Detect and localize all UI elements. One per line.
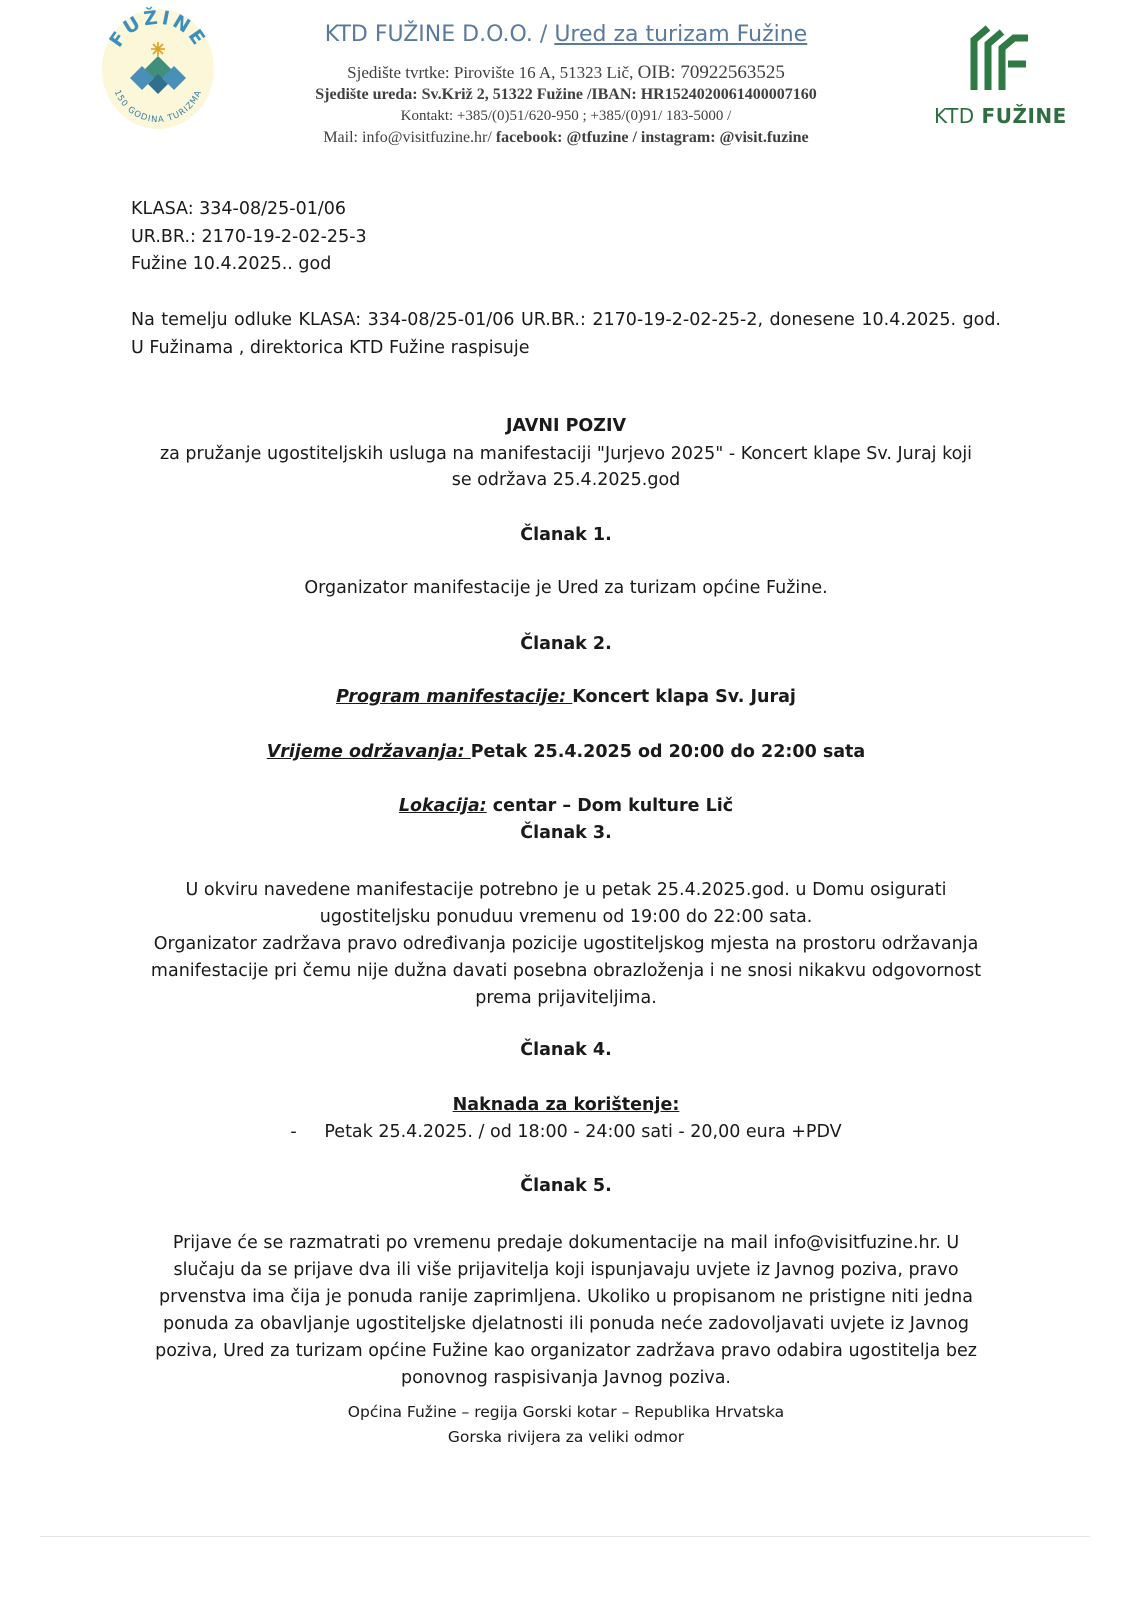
office-name: Ured za turizam Fužine: [554, 22, 808, 47]
article-4-heading: Članak 4.: [520, 1040, 612, 1060]
notice-title: JAVNI POZIV: [505, 416, 627, 436]
bottom-divider: [40, 1536, 1090, 1537]
urbr-number: UR.BR.: 2170-19-2-02-25-3: [131, 226, 367, 247]
svg-text:FUŽINE: FUŽINE: [105, 6, 211, 52]
place-date: Fužine 10.4.2025.. god: [131, 254, 332, 274]
oib-number: OIB: 70922563525: [637, 62, 785, 83]
article-3-line: manifestacije pri čemu nije dužna davati posebna obrazloženja i ne snosi nikakvu odgovornost: [150, 961, 982, 981]
article-3-line: Organizator zadržava pravo određivanja pozicije ugostiteljskog mjesta na prostoru održavanja: [153, 934, 979, 954]
notice-subtitle-line1: za pružanje ugostiteljskih usluga na manifestaciji "Jurjevo 2025" - Koncert klape Sv. Juraj koji: [159, 444, 973, 464]
klasa-number: KLASA: 334-08/25-01/06: [131, 199, 347, 219]
article-5-heading: Članak 5.: [520, 1176, 612, 1196]
ktd-fuzine-logo: [934, 18, 1067, 138]
fee-label: Naknada za korištenje:: [452, 1095, 680, 1115]
program-label: Program manifestacije:: [336, 687, 573, 707]
ktd-fuzine-logo-icon: [964, 18, 1034, 94]
brand-name: FUŽINE: [981, 104, 1067, 128]
footer-slogan: Gorska rivijera za veliki odmor: [447, 1428, 685, 1446]
article-5-line: prvenstva ima čija je ponuda ranije zaprimljena. Ukoliko u propisanom ne pristigne niti jedna: [159, 1287, 973, 1307]
brand-prefix: KTD: [934, 104, 982, 128]
article-3-text: [130, 877, 1002, 1012]
title-separator: /: [532, 22, 555, 47]
time-line: [0, 742, 1132, 762]
company-seat: Sjedište tvrtke: Pirovište 16 A, 51323 Lič,: [347, 63, 638, 82]
program-value: Koncert klapa Sv. Juraj: [572, 687, 796, 707]
article-5-line: ponuda za obavljanje ugostiteljske djelatnosti ili ponuda neće zadovoljavati uvjete iz Javnog: [163, 1314, 969, 1334]
contact-phones: Kontakt: +385/(0)51/620-950 ; +385/(0)91/ 183-5000 /: [400, 108, 732, 124]
svg-text:150 GODINA TURIZMA: 150 GODINA TURIZMA: [111, 88, 205, 126]
intro-paragraph: Na temelju odluke KLASA: 334-08/25-01/06 UR.BR.: 2170-19-2-02-25-2, donesene 10.4.2025. god. U Fužinama , direktorica KTD Fužine raspisuje: [131, 310, 1001, 358]
location-value: centar – Dom kulture Lič: [486, 796, 734, 816]
article-5-line: ponovnog raspisivanja Javnog poziva.: [401, 1368, 731, 1388]
article-5-line: Prijave će se razmatrati po vremenu predaje dokumentacije na mail info@visitfuzine.hr. U: [172, 1233, 960, 1253]
fee-item: [0, 1122, 1132, 1142]
article-5-line: poziva, Ured za turizam općine Fužine kao organizator zadržava pravo odabira ugostitelja bez: [155, 1341, 977, 1361]
article-3-line: prema prijaviteljima.: [475, 988, 657, 1008]
article-5-text: [130, 1230, 1002, 1392]
article-3-line: U okviru navedene manifestacije potrebno je u petak 25.4.2025.god. u Domu osigurati: [185, 880, 947, 900]
office-address: Sjedište ureda: Sv.Križ 2, 51322 Fužine /IBAN: HR1524020061400007160: [315, 86, 817, 103]
fee-text: Petak 25.4.2025. / od 18:00 - 24:00 sati - 20,00 eura +PDV: [324, 1122, 842, 1142]
contact-social: facebook: @tfuzine / instagram: @visit.fuzine: [495, 129, 809, 146]
location-line: [0, 796, 1132, 816]
program-line: [0, 687, 1132, 707]
article-1-heading: Članak 1.: [520, 525, 612, 545]
ktd-fuzine-brand: [934, 104, 1067, 128]
time-label: Vrijeme održavanja:: [266, 742, 471, 762]
article-3-heading: Članak 3.: [520, 823, 612, 843]
time-value: Petak 25.4.2025 od 20:00 do 22:00 sata: [470, 742, 866, 762]
contact-mail: Mail: info@visitfuzine.hr/: [323, 129, 496, 146]
reference-block: [131, 196, 367, 279]
footer-region: Općina Fužine – regija Gorski kotar – Republika Hrvatska: [347, 1403, 785, 1421]
fee-bullet: -: [290, 1122, 297, 1142]
article-5-line: slučaju da se prijave dva ili više prijavitelja koji ispunjavaju uvjete iz Javnog poziva, pravo: [173, 1260, 959, 1280]
article-2-heading: Članak 2.: [520, 634, 612, 654]
page-footer: [0, 1400, 1132, 1450]
article-1-text: Organizator manifestacije je Ured za turizam općine Fužine.: [304, 578, 828, 598]
company-name: KTD FUŽINE D.O.O.: [324, 22, 533, 47]
article-3-line: ugostiteljsku ponuduu vremenu od 19:00 do 22:00 sata.: [319, 907, 813, 927]
location-label: Lokacija:: [398, 796, 487, 816]
notice-subtitle-line2: se održava 25.4.2025.god: [451, 470, 681, 490]
